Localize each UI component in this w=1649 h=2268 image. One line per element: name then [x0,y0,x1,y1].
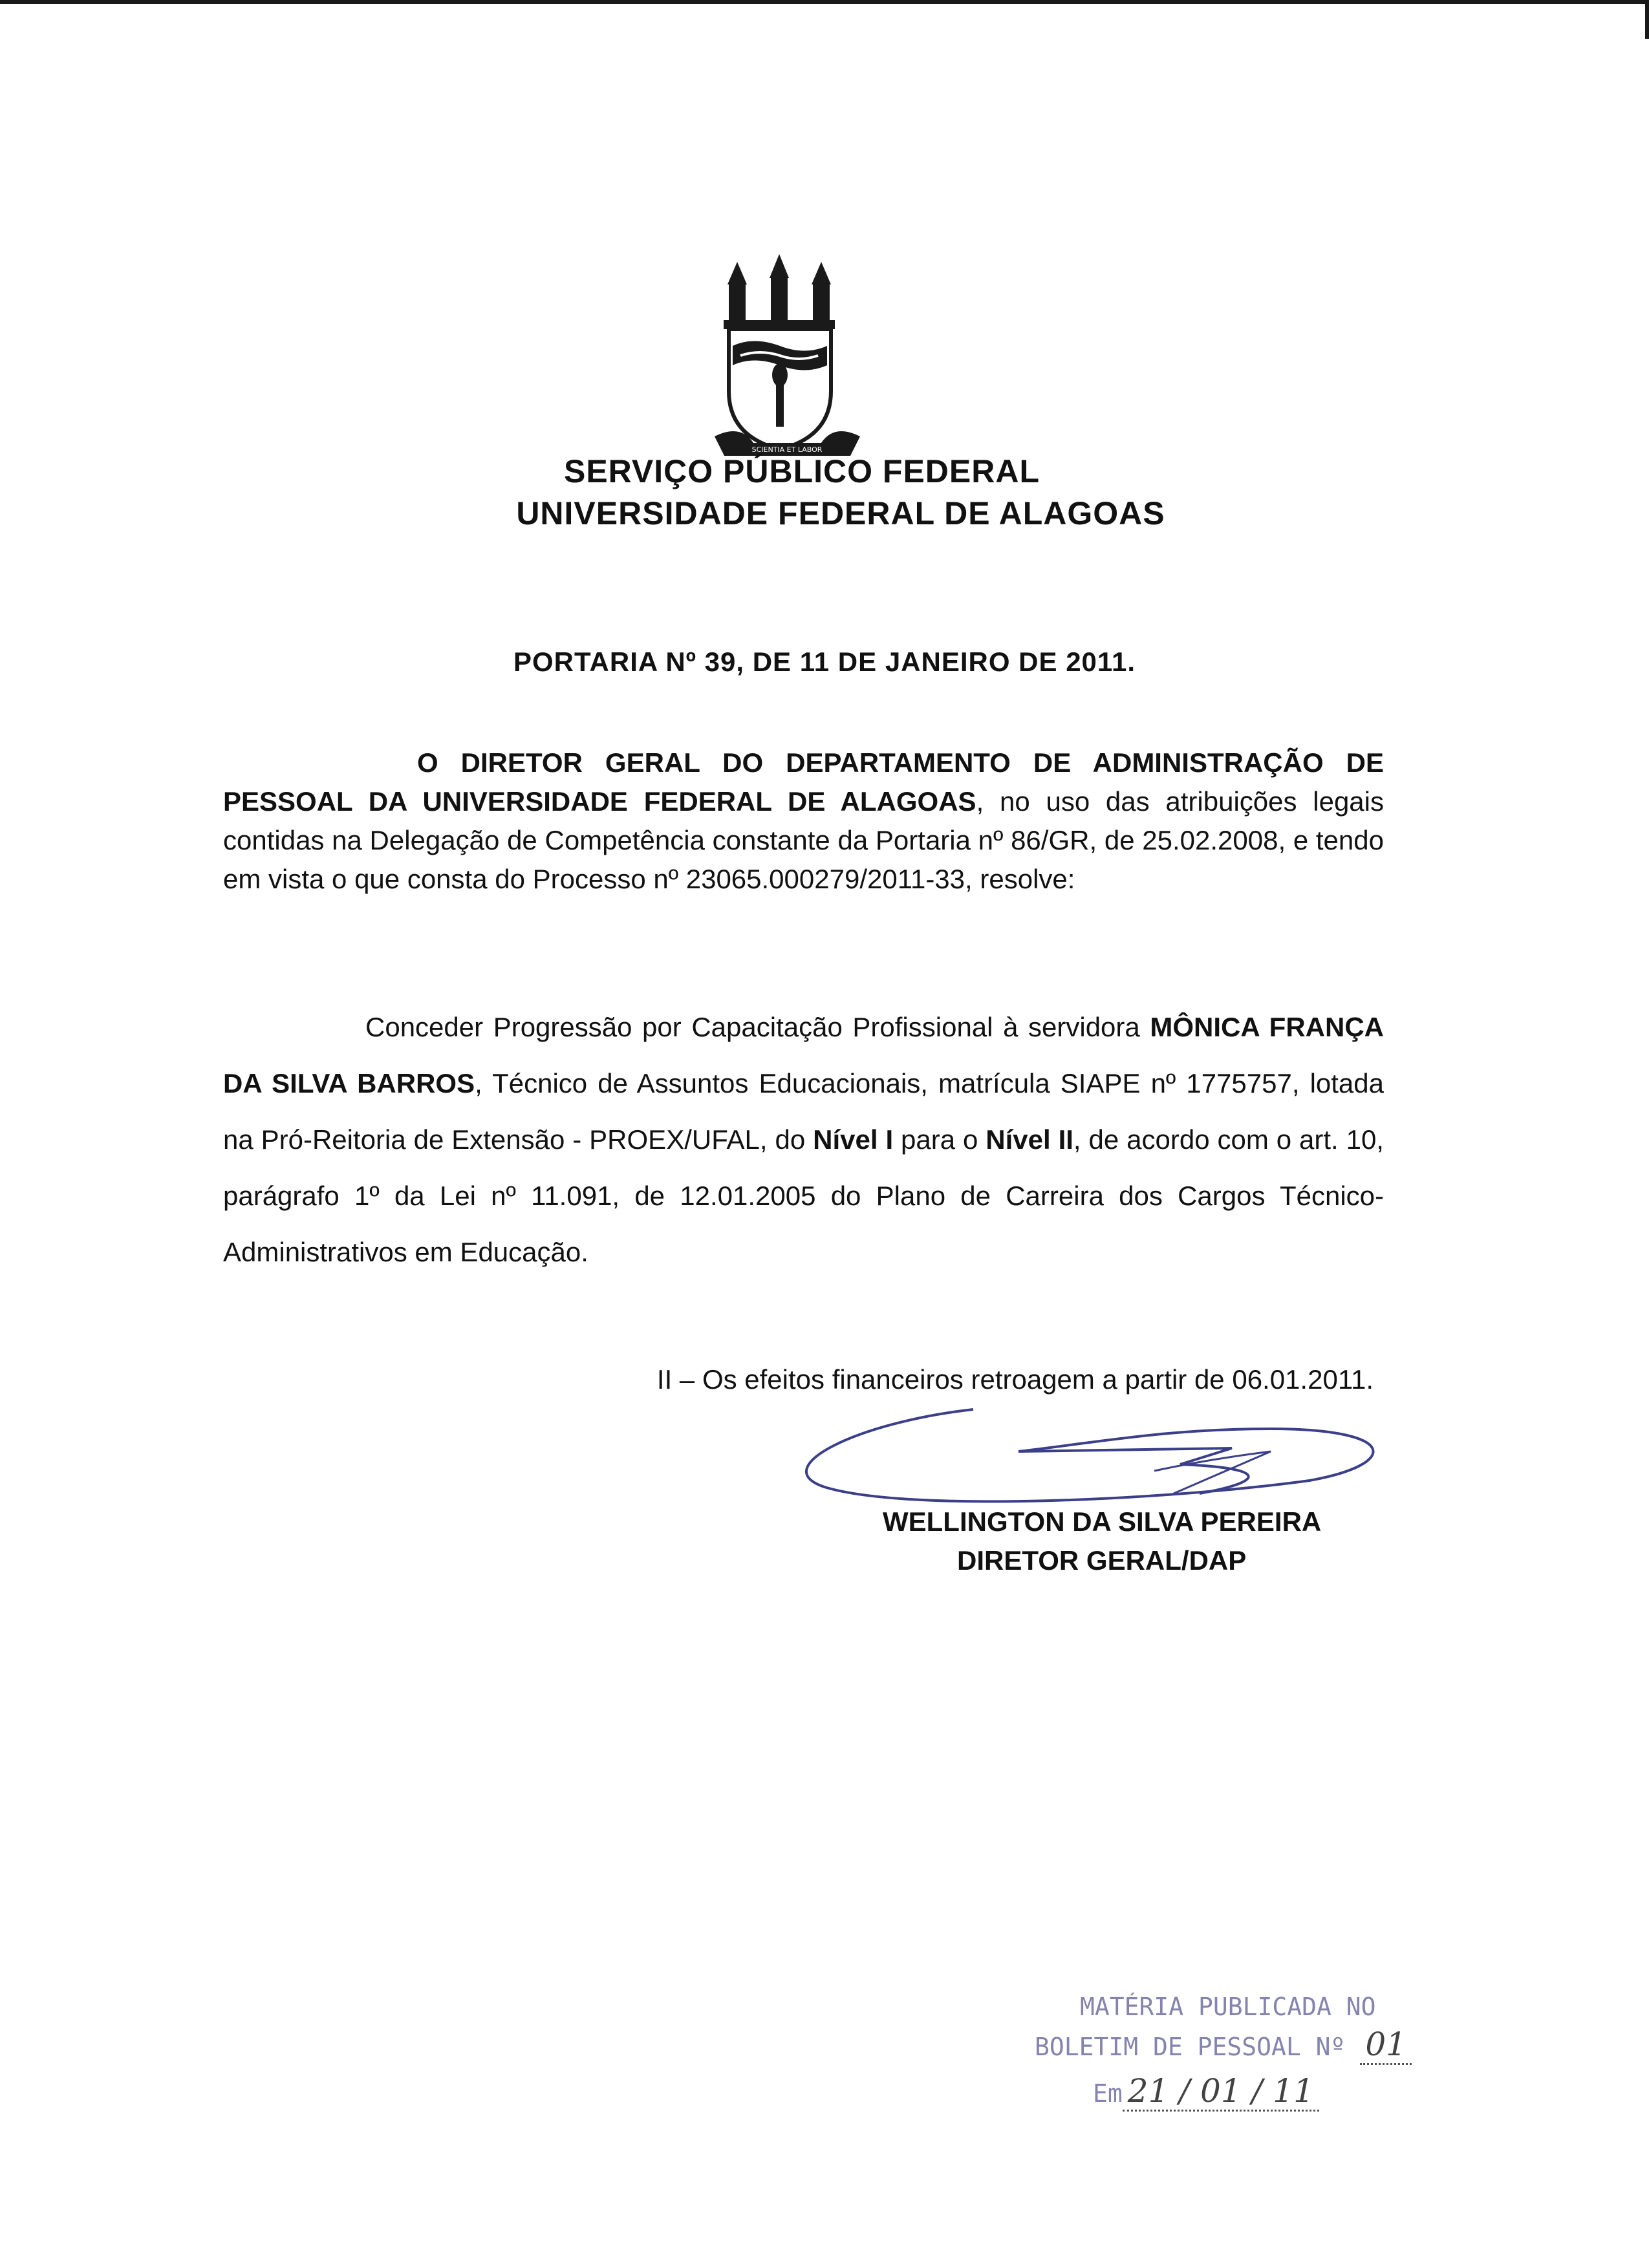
scan-edge [1645,0,1649,39]
intro-bold: O DIRETOR GERAL DO DEPARTAMENTO DE ADMINISTRAÇÃO DE PESSOAL DA UNIVERSIDADE FEDERAL DE ALAGOAS [223,747,1384,817]
header-line-1: SERVIÇO PÚBLICO FEDERAL [563,453,1040,489]
signer-name: WELLINGTON DA SILVA PEREIRA [883,1506,1322,1537]
stamp-line-1: MATÉRIA PUBLICADA NO [1080,1993,1376,2021]
signer-role: DIRETOR GERAL/DAP [957,1545,1247,1576]
scan-edge [0,0,1649,4]
header-line-2: UNIVERSIDADE FEDERAL DE ALAGOAS [516,495,1165,531]
stamp-label: BOLETIM DE PESSOAL Nº [1035,2033,1346,2061]
body-text: para o [893,1124,986,1155]
crest-motto: SCIENTIA ET LABOR [751,445,823,454]
document-title: PORTARIA Nº 39, DE 11 DE JANEIRO DE 2011. [513,647,1136,677]
publication-stamp [1035,1988,1487,2112]
resolution-paragraph [223,999,1384,1280]
university-crest-icon [715,249,860,462]
efeitos-paragraph [0,1364,1649,1395]
intro-paragraph [223,744,1384,899]
servant-name: MÔNICA FRANÇA DA SILVA BARROS [223,1012,1384,1098]
stamp-line-2 [1035,2026,1487,2066]
body-text: , de acordo com o art. 10, parágrafo 1º da Lei nº 11.091, de 12.01.2005 do Plano de Carreira dos Cargos Técnico-Administrativos em Educação. [223,1124,1384,1267]
stamp-date: 21 / 01 / 11 [1123,2072,1319,2112]
efeitos-text: II – Os efeitos financeiros retroagem a partir de 06.01.2011. [656,1364,1374,1395]
stamp-number: 01 [1360,2026,1412,2065]
intro-rest: , no uso das atribuições legais contidas na Delegação de Competência constante da Portaria nº 86/GR, de 25.02.2008, e tendo em vista o que consta do Processo nº 23065.000279/2011-33, resolve: [223,786,1384,894]
body-text: Conceder Progressão por Capacitação Profissional à servidora [365,1012,1150,1042]
stamp-line-3 [1035,2072,1487,2112]
level-from: Nível I [813,1124,894,1155]
body-text: , Técnico de Assuntos Educacionais, matrícula SIAPE nº 1775757, lotada na Pró-Reitoria de Extensão - PROEX/UFAL, do [223,1068,1384,1155]
level-to: Nível II [986,1124,1073,1155]
signature-scribble [779,1403,1426,1519]
stamp-label: Em [1093,2079,1123,2108]
